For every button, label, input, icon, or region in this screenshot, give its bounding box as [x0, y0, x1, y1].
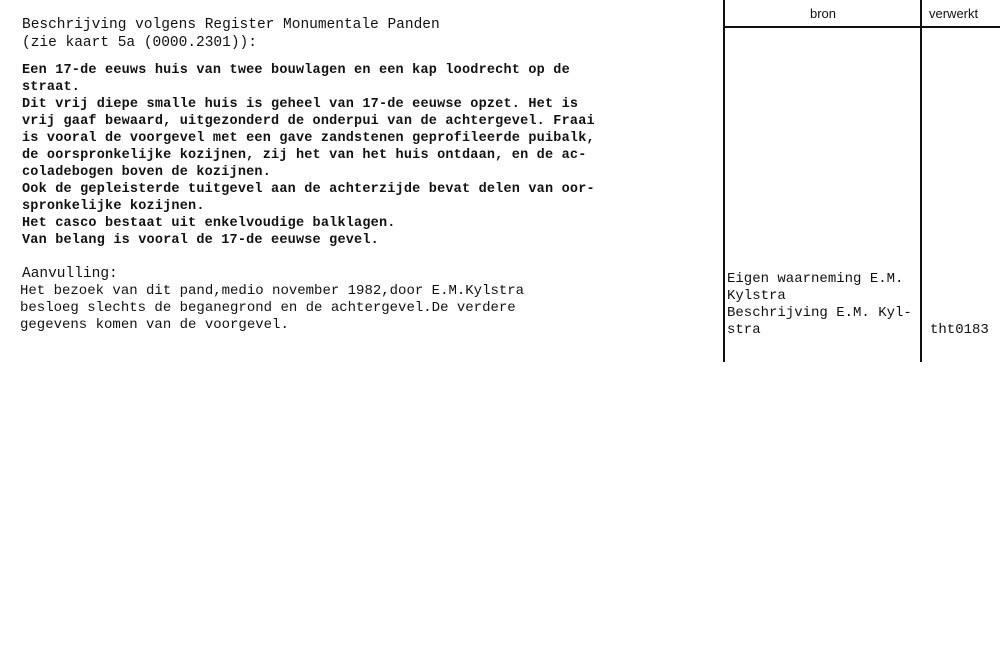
header-line: (zie kaart 5a (0000.2301)): [22, 35, 257, 51]
description-line: Dit vrij diepe smalle huis is geheel van 17-de eeuwse opzet. Het is [22, 97, 579, 112]
description-line: spronkelijke kozijnen. [22, 199, 205, 214]
description-line: Van belang is vooral de 17-de eeuwse gevel. [22, 233, 379, 248]
aanvulling-block [20, 283, 702, 334]
description-line: de oorspronkelijke kozijnen, zij het van het huis ontdaan, en de ac- [22, 148, 587, 163]
description-line: coladebogen boven de kozijnen. [22, 165, 272, 180]
bron-header: bron [810, 6, 837, 21]
description-line: is vooral de voorgevel met een gave zandstenen geprofileerde puibalk, [22, 131, 595, 146]
bron-cell [727, 271, 917, 339]
bron-line: stra [727, 322, 761, 338]
bron-line: Kylstra [727, 288, 786, 304]
verwerkt-value: tht0183 [930, 322, 989, 338]
header-line: Beschrijving volgens Register Monumentale Panden [22, 17, 440, 33]
table-column-divider [920, 0, 922, 362]
aanvulling-title: Aanvulling: [22, 266, 118, 282]
table-left-border [723, 0, 725, 362]
header-block [22, 16, 702, 52]
description-line: Een 17-de eeuws huis van twee bouwlagen en een kap loodrecht op de [22, 63, 570, 78]
bron-line: Beschrijving E.M. Kyl- [727, 305, 912, 321]
table-header-rule [723, 26, 1000, 28]
description-line: Het casco bestaat uit enkelvoudige balklagen. [22, 216, 396, 231]
main-text [22, 16, 702, 334]
bron-line: Eigen waarneming E.M. [727, 271, 904, 287]
aanvulling-line: besloeg slechts de beganegrond en de achtergevel.De verdere [20, 300, 516, 316]
verwerkt-header: verwerkt [929, 6, 979, 21]
description-line: vrij gaaf bewaard, uitgezonderd de onderpui van de achtergevel. Fraai [22, 114, 595, 129]
description-line: Ook de gepleisterde tuitgevel aan de achterzijde bevat delen van oor- [22, 182, 595, 197]
aanvulling-line: gegevens komen van de voorgevel. [20, 317, 289, 333]
description-line: straat. [22, 80, 81, 95]
description-block [22, 62, 702, 249]
aanvulling-line: Het bezoek van dit pand,medio november 1982,door E.M.Kylstra [20, 283, 525, 299]
